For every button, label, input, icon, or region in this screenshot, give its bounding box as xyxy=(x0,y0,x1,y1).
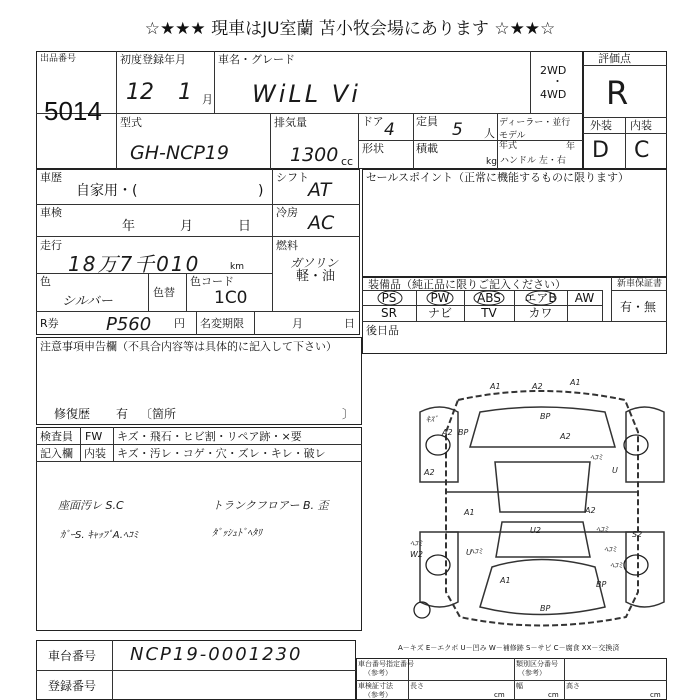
inspection-year-unit: 年 xyxy=(122,219,136,234)
length-label: 長さ xyxy=(410,682,424,690)
repair-place: 〔箇所 xyxy=(140,407,177,421)
drive-4wd: 4WD xyxy=(540,88,567,101)
equip-aw: AW xyxy=(574,291,595,305)
equip-airbag: エアB xyxy=(524,291,557,305)
fuel-option: 軽・油 xyxy=(296,269,336,284)
mark-left-bp: BP xyxy=(458,428,469,437)
capacity-unit: 人 xyxy=(484,127,495,140)
equip-leather: カワ xyxy=(528,306,553,320)
capacity-value: 5 xyxy=(452,120,463,140)
mark-left-w2: W2 xyxy=(410,550,423,559)
ticket-label: R券 xyxy=(40,317,59,330)
warranty-label: 新車保証書 xyxy=(617,279,663,289)
equip-navi: ナビ xyxy=(427,306,452,320)
displacement-label: 排気量 xyxy=(274,116,307,129)
ac-value: AC xyxy=(308,212,335,234)
model-year-label: モデル年式 xyxy=(499,131,526,151)
equipment-circles xyxy=(362,290,602,321)
drive-dot: ・ xyxy=(552,75,563,88)
kg-unit: kg xyxy=(486,157,497,167)
inspector-label-2: 記入欄 xyxy=(40,447,73,460)
expiry-month-unit: 月 xyxy=(292,317,303,330)
chassis-value: NCP19-0001230 xyxy=(130,644,303,665)
height-unit: cm xyxy=(650,691,661,699)
mark-rear-u: U xyxy=(466,548,472,557)
mark-right-dent-c: ﾍｺﾐ xyxy=(604,545,616,554)
inspector-comment-1: 座面汚レ S.C xyxy=(58,499,124,512)
year-unit: 年 xyxy=(566,142,576,152)
capacity-label: 定員 xyxy=(416,115,438,128)
displacement-unit: cc xyxy=(341,155,354,168)
grade-value: R xyxy=(606,74,629,112)
sales-points-label: セールスポイント（正常に機能するものに限ります） xyxy=(366,171,630,184)
history-close: ) xyxy=(258,183,264,199)
exterior-label: 外装 xyxy=(590,119,612,132)
handle-label: ハンドル 左・右 xyxy=(500,156,566,166)
mark-right-a2b: A2 xyxy=(585,506,596,515)
length-unit: cm xyxy=(494,691,505,699)
color-label: 色 xyxy=(40,275,51,288)
mark-front-a1b: A1 xyxy=(570,378,581,387)
color-change-label: 色替 xyxy=(153,286,175,299)
height-label: 高さ xyxy=(566,682,580,690)
equip-abs: ABS xyxy=(477,291,501,305)
mark-front-a2: A2 xyxy=(532,382,543,391)
interior-value: C xyxy=(634,138,650,163)
notes-label: 注意事項申告欄（不具合内容等は具体的に記入して下さい） xyxy=(40,340,337,353)
dealer-label: ディーラー・並行 xyxy=(499,118,571,128)
ticket-value: P560 xyxy=(106,314,152,335)
grade-label: 評価点 xyxy=(598,52,631,65)
expiry-label: 名変期限 xyxy=(200,317,244,330)
mark-roof-u2: U2 xyxy=(530,526,541,535)
mark-right-dent-b: ﾍｺﾐ xyxy=(596,525,608,534)
equip-ps: PS xyxy=(381,291,397,305)
month-unit: 月 xyxy=(202,93,213,106)
door-value: 4 xyxy=(384,120,395,140)
color-code-value: 1C0 xyxy=(214,288,248,308)
type-class-label: 類別区分番号 xyxy=(516,660,558,668)
inspection-month-unit: 月 xyxy=(180,219,194,234)
first-reg-month: 1 xyxy=(178,80,192,105)
mark-left-a1: A1 xyxy=(464,508,475,517)
first-reg-label: 初度登録年月 xyxy=(120,53,186,66)
mileage-label: 走行 xyxy=(40,239,62,252)
model-value: GH-NCP19 xyxy=(130,142,229,164)
color-value: シルバー xyxy=(62,294,113,309)
inspector-comment-4: ﾀﾞｯｼｭﾄﾞﾍﾀﾘ xyxy=(212,528,262,539)
first-reg-year: 12 xyxy=(126,80,154,105)
model-label: 型式 xyxy=(120,116,142,129)
inspector-comment-2: トランクフロアー B. 歪 xyxy=(212,499,329,512)
type-class-ref: （参考） xyxy=(518,669,546,677)
history-value: 自家用・( xyxy=(76,183,138,199)
inspector-label-1: 検査員 xyxy=(40,430,73,443)
yen-unit: 円 xyxy=(174,317,185,330)
mark-left-dent-b: ﾍｺﾐ xyxy=(410,539,422,548)
expiry-day-unit: 日 xyxy=(344,317,355,330)
back-seat-label: 後日品 xyxy=(366,324,399,337)
width-unit: cm xyxy=(548,691,559,699)
interior-section-label: 内装 xyxy=(84,447,106,460)
displacement-value: 1300 xyxy=(290,144,339,166)
repair-label: 修復歴 xyxy=(54,407,91,421)
width-label: 幅 xyxy=(516,682,523,690)
mark-left-a2: A2 xyxy=(442,428,453,437)
body-dims-ref: （参考） xyxy=(364,691,392,699)
repair-close: 〕 xyxy=(342,407,355,421)
inspector-comment-3: ｶﾞｰS. ｷｬｯﾌﾟA.ﾍｺﾐ xyxy=(60,530,138,541)
inspection-label: 車検 xyxy=(40,206,62,219)
warranty-value: 有・無 xyxy=(620,300,657,314)
drive-2wd: 2WD xyxy=(540,64,567,77)
shift-label: シフト xyxy=(276,171,309,184)
equip-sr: SR xyxy=(381,306,397,320)
car-name-label: 車名・グレード xyxy=(218,53,295,66)
car-name-value: WiLL Vi xyxy=(252,80,361,108)
mark-right-bp: BP xyxy=(596,580,607,589)
designated-label: 車台番号指定番号 xyxy=(358,660,414,668)
repair-value: 有 xyxy=(116,407,129,421)
mark-right-u: U xyxy=(612,466,618,475)
chassis-label: 車台番号 xyxy=(48,649,97,663)
history-label: 車歴 xyxy=(40,171,62,184)
mileage-value: 18万7千010 xyxy=(68,252,201,276)
mark-left-dent: ﾍｺﾐ xyxy=(470,547,482,556)
mileage-unit: km xyxy=(230,262,244,272)
exterior-value: D xyxy=(592,138,609,163)
mark-front-a1: A1 xyxy=(490,382,501,391)
equipment-label: 装備品（純正品に限りご記入ください） xyxy=(368,278,566,291)
load-label: 積載 xyxy=(416,142,438,155)
mark-rear-s2: S2 xyxy=(632,530,643,539)
shape-label: 形状 xyxy=(362,142,384,155)
lot-label: 出品番号 xyxy=(40,54,77,64)
interior-items: キズ・汚レ・コゲ・穴・ズレ・キレ・破レ xyxy=(117,447,326,460)
mark-right-a2: A2 xyxy=(560,432,571,441)
mark-rear-bp: BP xyxy=(540,604,551,613)
body-dims-label: 車検証寸法 xyxy=(358,682,393,690)
ac-label: 冷房 xyxy=(276,206,298,219)
fuel-value: ガソリン xyxy=(290,256,339,270)
shift-value: AT xyxy=(308,179,332,201)
mark-rear-a1: A1 xyxy=(500,576,511,585)
door-label: ドア xyxy=(362,115,384,128)
mark-front-bp: BP xyxy=(540,412,551,421)
reg-label: 登録番号 xyxy=(48,679,97,693)
mark-rear-dent: ﾍｺﾐ xyxy=(610,561,622,570)
designated-ref: （参考） xyxy=(364,669,392,677)
fw-label: FW xyxy=(85,430,103,443)
equip-tv: TV xyxy=(481,306,497,320)
inspection-day-unit: 日 xyxy=(238,219,252,234)
mark-right-dent: ﾍｺﾐ xyxy=(590,453,602,462)
lot-number: 5014 xyxy=(44,96,102,126)
color-code-label: 色コード xyxy=(190,275,234,288)
interior-label: 内装 xyxy=(630,119,652,132)
sales-points-box xyxy=(362,169,667,277)
mark-left-scratch: ｷｽﾞ xyxy=(426,415,438,424)
damage-legend: A－キズ E－エクボ U－凹み W－補修跡 S－サビ C－腐食 XX－交換済 xyxy=(398,644,620,652)
mark-left-a2b: A2 xyxy=(424,468,435,477)
equip-pw: PW xyxy=(430,291,450,305)
page-title: ☆★★★ 現車はJU室蘭 苫小牧会場にあります ☆★★☆ xyxy=(144,19,556,39)
fw-items: キズ・飛石・ヒビ割・リペア跡・×要 xyxy=(117,430,302,443)
fuel-label: 燃料 xyxy=(276,239,298,252)
